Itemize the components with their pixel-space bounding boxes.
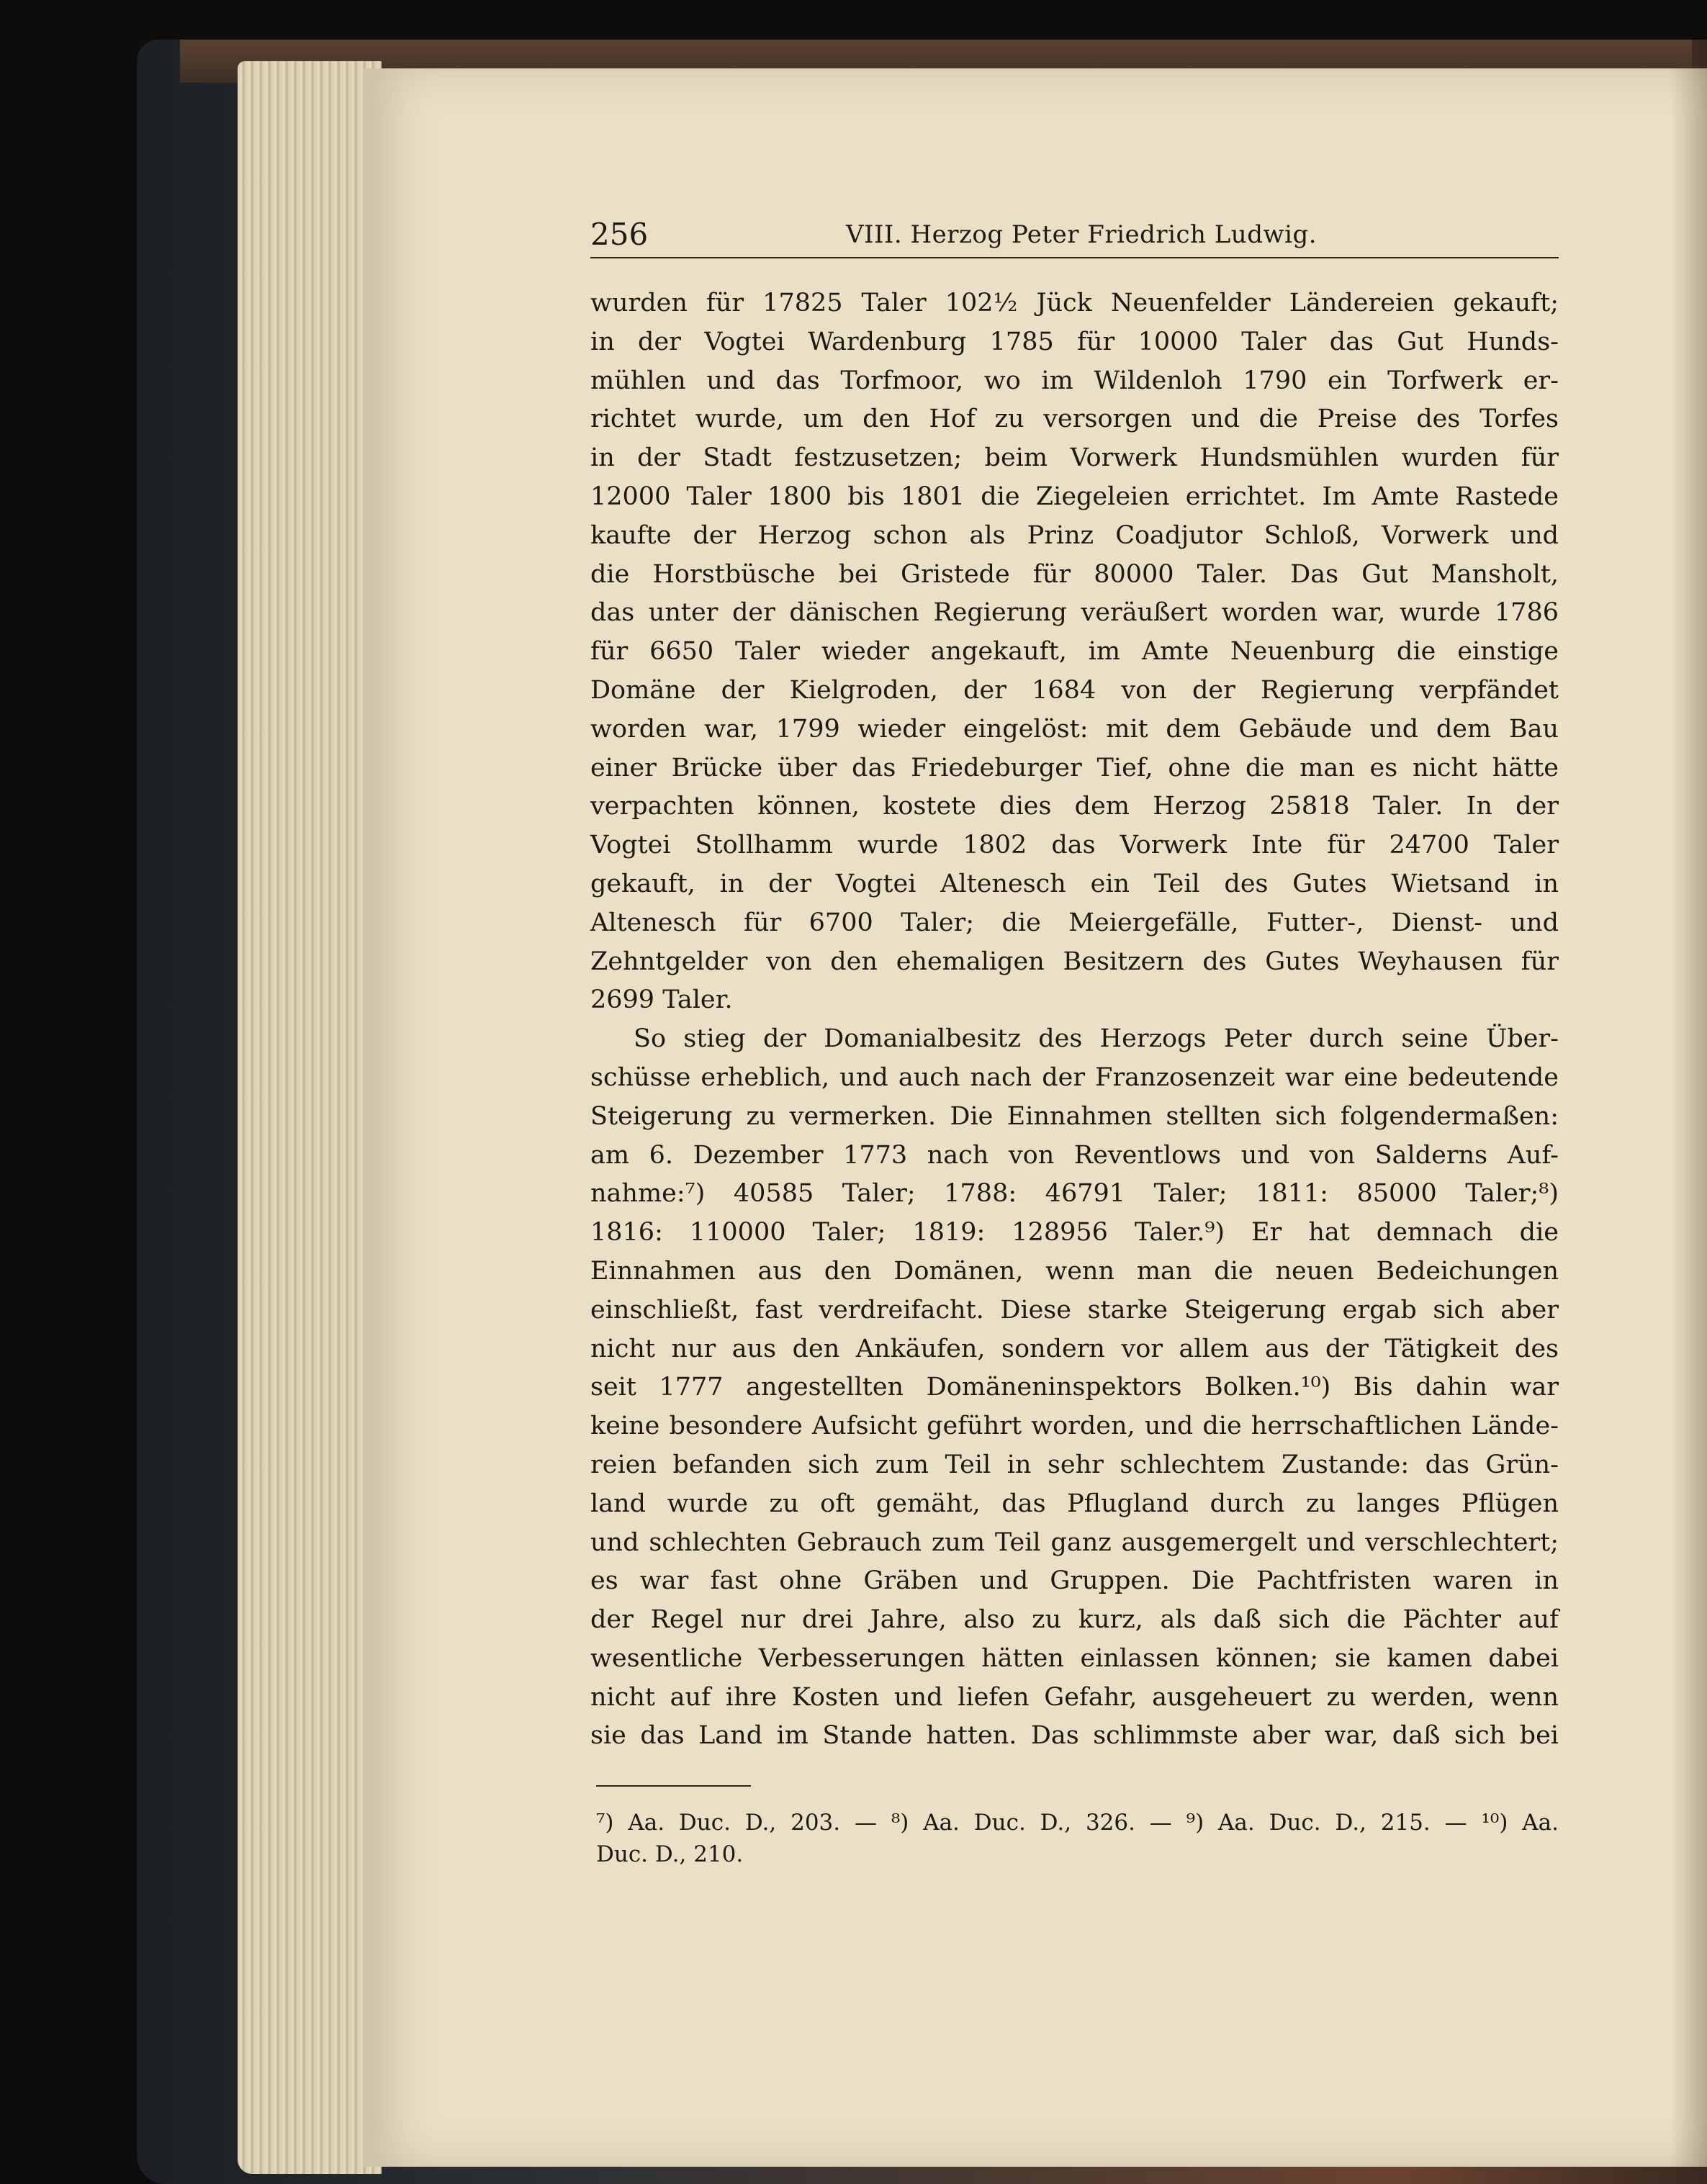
paragraph-start-line: So stieg der Domanialbesitz des Herzogs Peter durch seine Über-	[634, 1024, 1559, 1054]
text-line: 2699 Taler.	[590, 985, 733, 1015]
text-line: reien befanden sich zum Teil in sehr schlechtem Zustande: das Grün-	[590, 1450, 1559, 1479]
text-line: nicht auf ihre Kosten und liefen Gefahr, ausgeheuert zu werden, wenn	[590, 1682, 1559, 1712]
text-line: wesentliche Verbesserungen hätten einlassen können; sie kamen dabei	[590, 1643, 1559, 1673]
text-line: wurden für 17825 Taler 102½ Jück Neuenfelder Ländereien gekauft;	[590, 289, 1559, 317]
footnote-line: ⁷) Aa. Duc. D., 203. — ⁸) Aa. Duc. D., 326. — ⁹) Aa. Duc. D., 215. — ¹⁰) Aa.	[596, 1810, 1559, 1836]
text-line: und schlechten Gebrauch zum Teil ganz ausgemergelt und verschlechtert;	[590, 1528, 1559, 1557]
text-line: der Regel nur drei Jahre, also zu kurz, als daß sich die Pächter auf	[590, 1605, 1559, 1635]
text-line: 1816: 110000 Taler; 1819: 128956 Taler.⁹) Er hat demnach die	[590, 1218, 1559, 1247]
page-header	[590, 212, 1559, 258]
text-line: gekauft, in der Vogtei Altenesch ein Teil des Gutes Wietsand in	[590, 869, 1559, 898]
text-line: in der Stadt festzusetzen; beim Vorwerk Hundsmühlen wurden für	[590, 443, 1559, 473]
text-line: nahme:⁷) 40585 Taler; 1788: 46791 Taler; 1811: 85000 Taler;⁸)	[590, 1179, 1559, 1209]
footnotes	[596, 1807, 1559, 1870]
page-number: 256	[590, 217, 649, 252]
text-line: land wurde zu oft gemäht, das Pflugland durch zu langes Pflügen	[590, 1489, 1559, 1518]
text-line: kaufte der Herzog schon als Prinz Coadjutor Schloß, Vorwerk und	[590, 520, 1559, 550]
text-line: worden war, 1799 wieder eingelöst: mit dem Gebäude und dem Bau	[590, 714, 1559, 744]
text-line: einschließt, fast verdreifacht. Diese starke Steigerung ergab sich aber	[590, 1295, 1559, 1325]
text-line: nicht nur aus den Ankäufen, sondern vor allem aus der Tätigkeit des	[590, 1334, 1559, 1363]
page-gutter-shade	[1670, 68, 1707, 2167]
text-line: Domäne der Kielgroden, der 1684 von der Regierung verpfändet	[590, 675, 1559, 705]
footnote-line: Duc. D., 210.	[596, 1841, 744, 1867]
text-line: richtet wurde, um den Hof zu versorgen und die Preise des Torfes	[590, 405, 1559, 434]
text-line: Altenesch für 6700 Taler; die Meiergefälle, Futter-, Dienst- und	[590, 908, 1559, 937]
text-line: sie das Land im Stande hatten. Das schlimmste aber war, daß sich bei	[590, 1721, 1559, 1751]
text-line: die Horstbüsche bei Gristede für 80000 Taler. Das Gut Mansholt,	[590, 559, 1559, 589]
running-title: VIII. Herzog Peter Friedrich Ludwig.	[846, 220, 1318, 249]
text-line: mühlen und das Torfmoor, wo im Wildenloh 1790 ein Torfwerk er-	[590, 366, 1559, 395]
text-line: Steigerung zu vermerken. Die Einnahmen stellten sich folgendermaßen:	[590, 1101, 1559, 1131]
text-line: Einnahmen aus den Domänen, wenn man die neuen Bedeichungen	[590, 1256, 1559, 1286]
footnote-rule	[596, 1785, 751, 1787]
text-line: das unter der dänischen Regierung veräußert worden war, wurde 1786	[590, 598, 1559, 628]
text-line: schüsse erheblich, und auch nach der Franzosenzeit war eine bedeutende	[590, 1062, 1559, 1092]
text-line: in der Vogtei Wardenburg 1785 für 10000 Taler das Gut Hunds-	[590, 327, 1559, 356]
text-line: am 6. Dezember 1773 nach von Reventlows und von Salderns Auf-	[590, 1140, 1559, 1170]
text-line: einer Brücke über das Friedeburger Tief, ohne die man es nicht hätte	[590, 753, 1559, 782]
text-line: es war fast ohne Gräben und Gruppen. Die Pachtfristen waren in	[590, 1566, 1559, 1596]
text-line: keine besondere Aufsicht geführt worden, und die herrschaftlichen Lände-	[590, 1412, 1559, 1441]
text-line: für 6650 Taler wieder angekauft, im Amte Neuenburg die einstige	[590, 637, 1559, 667]
text-line: verpachten können, kostete dies dem Herzog 25818 Taler. In der	[590, 792, 1559, 821]
text-line: 12000 Taler 1800 bis 1801 die Ziegeleien errichtet. Im Amte Rastede	[590, 482, 1559, 511]
body-text	[590, 284, 1559, 1756]
text-line: Vogtei Stollhamm wurde 1802 das Vorwerk Inte für 24700 Taler	[590, 831, 1559, 860]
text-line: seit 1777 angestellten Domäneninspektors Bolken.¹⁰) Bis dahin war	[590, 1373, 1559, 1402]
page-block-edges	[238, 61, 382, 2174]
text-line: Zehntgelder von den ehemaligen Besitzern des Gutes Weyhausen für	[590, 947, 1559, 976]
